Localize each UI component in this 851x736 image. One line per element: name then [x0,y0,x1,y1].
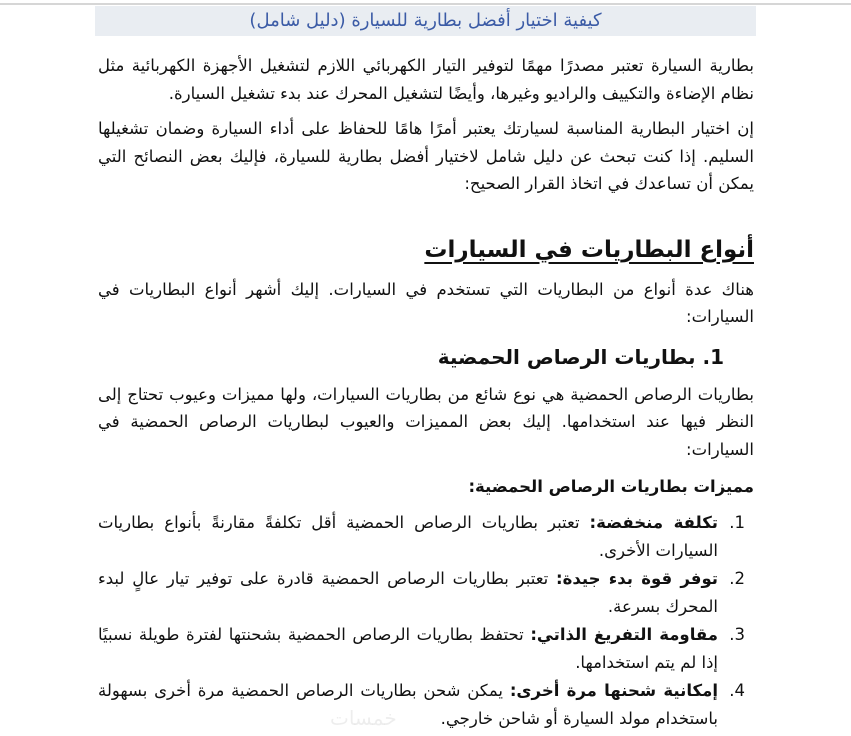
title-banner [95,6,756,36]
advantages-list [98,509,754,733]
document-title: كيفية اختيار أفضل بطارية للسيارة (دليل شامل) [249,10,602,31]
section-intro: هناك عدة أنواع من البطاريات التي تستخدم في السيارات. إليك أشهر أنواع البطاريات في السيارات: [98,279,754,326]
list-item [98,677,724,733]
document-body [98,52,754,733]
subheading-lead-acid: 1. بطاريات الرصاص الحمضية [437,344,724,369]
intro-paragraph-2: إن اختيار البطارية المناسبة لسيارتك يعتبر أمرًا هامًا للحفاظ على أداء السيارة وضمان تشغيلها السليم. إذا كنت تبحث عن دليل شامل لاختيار أفضل بطارية للسيارة، فإليك بعض النصائح التي يمكن أن تساعدك في اتخاذ القرار الصحيح: [98,119,754,193]
lead-acid-paragraph: بطاريات الرصاص الحمضية هي نوع شائع من بطاريات السيارات، ولها مميزات وعيوب تحتاج إلى النظر فيها عند استخدامها. إليك بعض المميزات والعيوب لبطاريات الرصاص الحمضية في السيارات: [98,384,754,459]
item-term: مقاومة التفريغ الذاتي: [530,624,718,644]
list-item [98,565,724,621]
item-text: تحتفظ بطاريات الرصاص الحمضية بشحنتها لفترة طويلة نسبيًا إذا لم يتم استخدامها. [98,624,718,672]
watermark: خمسات [330,706,397,730]
item-text: تعتبر بطاريات الرصاص الحمضية أقل تكلفةً مقارنةً بأنواع بطاريات السيارات الأخرى. [98,512,718,560]
list-item [98,509,724,565]
intro-paragraph-1: بطارية السيارة تعتبر مصدرًا مهمًا لتوفير التيار الكهربائي اللازم لتشغيل الأجهزة الكهربائية مثل نظام الإضاءة والتكييف والراديو وغيرها، وأيضًا لتشغيل المحرك عند بدء تشغيل السيارة. [98,56,754,103]
item-text: تعتبر بطاريات الرصاص الحمضية قادرة على توفير تيار عالٍ لبدء المحرك بسرعة. [98,568,718,616]
item-term: إمكانية شحنها مرة أخرى: [509,680,719,700]
item-term: توفر قوة بدء جيدة: [556,568,718,588]
item-text: يمكن شحن بطاريات الرصاص الحمضية مرة أخرى بسهولة باستخدام مولد السيارة أو شاحن خارجي. [98,680,718,728]
advantages-heading: مميزات بطاريات الرصاص الحمضية: [468,477,754,496]
list-item [98,621,724,677]
top-divider [0,3,851,5]
section-heading: أنواع البطاريات في السيارات [424,236,754,263]
item-term: تكلفة منخفضة: [589,512,718,532]
